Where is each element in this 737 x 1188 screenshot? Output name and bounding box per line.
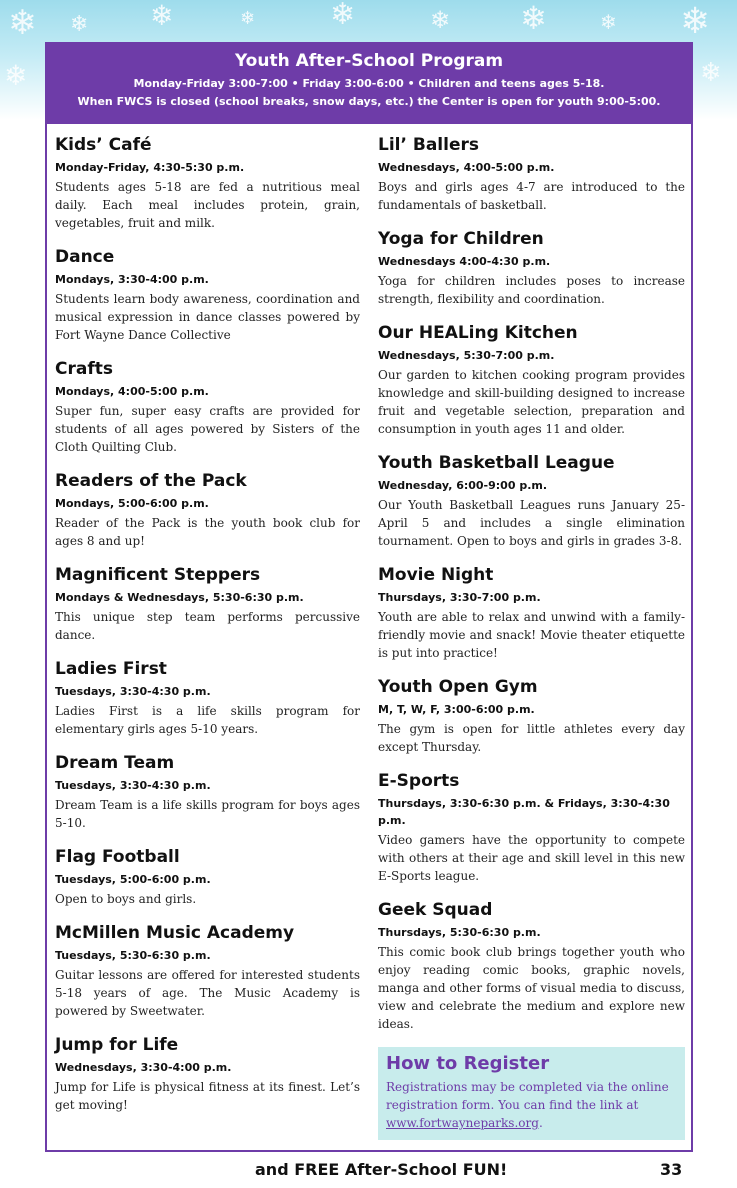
- program-name: Readers of the Pack: [55, 471, 247, 491]
- program-crafts: [55, 358, 360, 456]
- program-schedule: Wednesdays, 4:00-5:00 p.m.: [378, 161, 555, 174]
- program-name: E-Sports: [378, 771, 460, 791]
- program-description: Ladies First is a life skills program for elementary girls ages 5-10 years.: [55, 704, 360, 736]
- program-jump-for-life: [55, 1034, 360, 1114]
- program-schedule: Monday-Friday, 4:30-5:30 p.m.: [55, 161, 245, 174]
- program-name: Ladies First: [55, 659, 167, 679]
- program-schedule: Wednesdays 4:00-4:30 p.m.: [378, 255, 551, 268]
- program-description: Students learn body awareness, coordination and musical expression in dance classes powered by Fort Wayne Dance Collective: [55, 292, 360, 342]
- program-name: Dream Team: [55, 753, 175, 773]
- register-end: .: [538, 1116, 543, 1130]
- program-description: Video gamers have the opportunity to compete with others at their age and skill level in this new E-Sports league.: [378, 833, 685, 883]
- program-ladies-first: [55, 658, 360, 738]
- program-youth-open-gym: [378, 676, 685, 756]
- snowflake-icon: ❄: [700, 58, 722, 88]
- program-name: McMillen Music Academy: [55, 923, 295, 943]
- program-description: The gym is open for little athletes every day except Thursday.: [378, 722, 685, 754]
- program-name: Lil’ Ballers: [378, 135, 479, 155]
- program-schedule: Tuesdays, 3:30-4:30 p.m.: [55, 779, 211, 792]
- program-name: Crafts: [55, 359, 113, 379]
- program-flag-football: [55, 846, 360, 908]
- program-mcmillen-music-academy: [55, 922, 360, 1020]
- program-schedule: Thursdays, 3:30-6:30 p.m. & Fridays, 3:30-4:30 p.m.: [378, 797, 670, 827]
- program-dream-team: [55, 752, 360, 832]
- program-name: Geek Squad: [378, 900, 493, 920]
- program-description: Dream Team is a life skills program for boys ages 5-10.: [55, 798, 360, 830]
- program-description: Students ages 5-18 are fed a nutritious meal daily. Each meal includes protein, grain, vegetables, fruit and milk.: [55, 180, 360, 230]
- program-description: Our Youth Basketball Leagues runs January 25-April 5 and includes a single elimination tournament. Open to boys and girls in grades 3-8.: [378, 498, 685, 548]
- program-title: Youth After-School Program: [234, 51, 504, 71]
- snowflake-icon: ❄: [430, 6, 451, 34]
- program-movie-night: [378, 564, 685, 662]
- program-name: Our HEALing Kitchen: [378, 323, 578, 343]
- snowflake-icon: ❄: [8, 3, 37, 43]
- program-description: Reader of the Pack is the youth book club for ages 8 and up!: [55, 516, 360, 548]
- program-schedule: Mondays, 3:30-4:00 p.m.: [55, 273, 209, 286]
- program-closure-note: When FWCS is closed (school breaks, snow days, etc.) the Center is open for youth 9:00-5:00.: [77, 95, 661, 108]
- program-schedule: Wednesdays, 3:30-4:00 p.m.: [55, 1061, 232, 1074]
- program-description: Open to boys and girls.: [55, 892, 197, 906]
- program-schedule: Tuesdays, 5:30-6:30 p.m.: [55, 949, 211, 962]
- program-description: Yoga for children includes poses to increase strength, flexibility and coordination.: [378, 274, 685, 306]
- program-magnificent-steppers: [55, 564, 360, 644]
- program-schedule: Thursdays, 5:30-6:30 p.m.: [378, 926, 541, 939]
- program-dance: [55, 246, 360, 344]
- how-to-register-box: [378, 1047, 685, 1140]
- program-description: Guitar lessons are offered for interested students 5-18 years of age. The Music Academy is powered by Sweetwater.: [55, 968, 360, 1018]
- register-body: Registrations may be completed via the online registration form. You can find the link at: [386, 1080, 669, 1112]
- program-schedule: Wednesday, 6:00-9:00 p.m.: [378, 479, 548, 492]
- snowflake-icon: ❄: [150, 0, 174, 32]
- program-schedule: Mondays, 4:00-5:00 p.m.: [55, 385, 209, 398]
- snowflake-icon: ❄: [70, 12, 89, 37]
- program-description: Youth are able to relax and unwind with a family-friendly movie and snack! Movie theater etiquette is put into practice!: [378, 610, 685, 660]
- program-name: Flag Football: [55, 847, 180, 867]
- program-e-sports: [378, 770, 685, 885]
- program-description: This unique step team performs percussive dance.: [55, 610, 360, 642]
- right-column: [378, 134, 685, 1140]
- program-schedule: Wednesdays, 5:30-7:00 p.m.: [378, 349, 555, 362]
- program-schedule: M, T, W, F, 3:00-6:00 p.m.: [378, 703, 535, 716]
- program-schedule: Mondays & Wednesdays, 5:30-6:30 p.m.: [55, 591, 304, 604]
- program-description: Jump for Life is physical fitness at its finest. Let’s get moving!: [55, 1080, 360, 1112]
- snowflake-icon: ❄: [520, 0, 547, 37]
- program-lil-ballers: [378, 134, 685, 214]
- register-title: How to Register: [386, 1053, 550, 1074]
- program-name: Jump for Life: [55, 1035, 179, 1055]
- program-schedule: Tuesdays, 3:30-4:30 p.m.: [55, 685, 211, 698]
- program-schedule: Thursdays, 3:30-7:00 p.m.: [378, 591, 541, 604]
- program-name: Youth Open Gym: [378, 677, 538, 697]
- program-description: Our garden to kitchen cooking program provides knowledge and skill-building designed to increase fruit and vegetable selection, preparation and consumption in youth ages 11 and older.: [378, 368, 685, 436]
- register-link[interactable]: www.fortwayneparks.org: [386, 1116, 539, 1130]
- program-name: Dance: [55, 247, 115, 267]
- program-kids-cafe: [55, 134, 360, 232]
- snowflake-icon: ❄: [600, 10, 617, 34]
- program-header: [47, 44, 691, 124]
- page-number: 33: [660, 1160, 683, 1179]
- snowflake-icon: ❄: [680, 1, 711, 42]
- program-description: Super fun, super easy crafts are provided for students of all ages powered by Sisters of the Cloth Quilting Club.: [55, 404, 360, 454]
- program-name: Yoga for Children: [378, 229, 544, 249]
- program-name: Movie Night: [378, 565, 494, 585]
- program-healing-kitchen: [378, 322, 685, 438]
- program-schedule: Mondays, 5:00-6:00 p.m.: [55, 497, 209, 510]
- footer-tagline: and FREE After-School FUN!: [255, 1160, 508, 1179]
- program-name: Kids’ Café: [55, 135, 152, 155]
- program-hours: Monday-Friday 3:00-7:00 • Friday 3:00-6:00 • Children and teens ages 5-18.: [133, 77, 605, 90]
- program-youth-basketball-league: [378, 452, 685, 550]
- program-name: Magnificent Steppers: [55, 565, 261, 585]
- program-name: Youth Basketball League: [378, 453, 615, 473]
- program-schedule: Tuesdays, 5:00-6:00 p.m.: [55, 873, 211, 886]
- left-column: [55, 134, 360, 1128]
- snowflake-icon: ❄: [330, 0, 356, 32]
- program-panel: [45, 42, 693, 1152]
- program-description: This comic book club brings together youth who enjoy reading comic books, graphic novels, manga and other forms of visual media to discuss, view and celebrate the medium and explore new ideas.: [378, 945, 685, 1031]
- snowflake-icon: ❄: [4, 59, 28, 92]
- program-geek-squad: [378, 899, 685, 1033]
- program-readers-of-the-pack: [55, 470, 360, 550]
- program-yoga-for-children: [378, 228, 685, 308]
- register-text: [386, 1078, 677, 1132]
- program-description: Boys and girls ages 4-7 are introduced to the fundamentals of basketball.: [378, 180, 685, 212]
- snowflake-icon: ❄: [240, 8, 256, 29]
